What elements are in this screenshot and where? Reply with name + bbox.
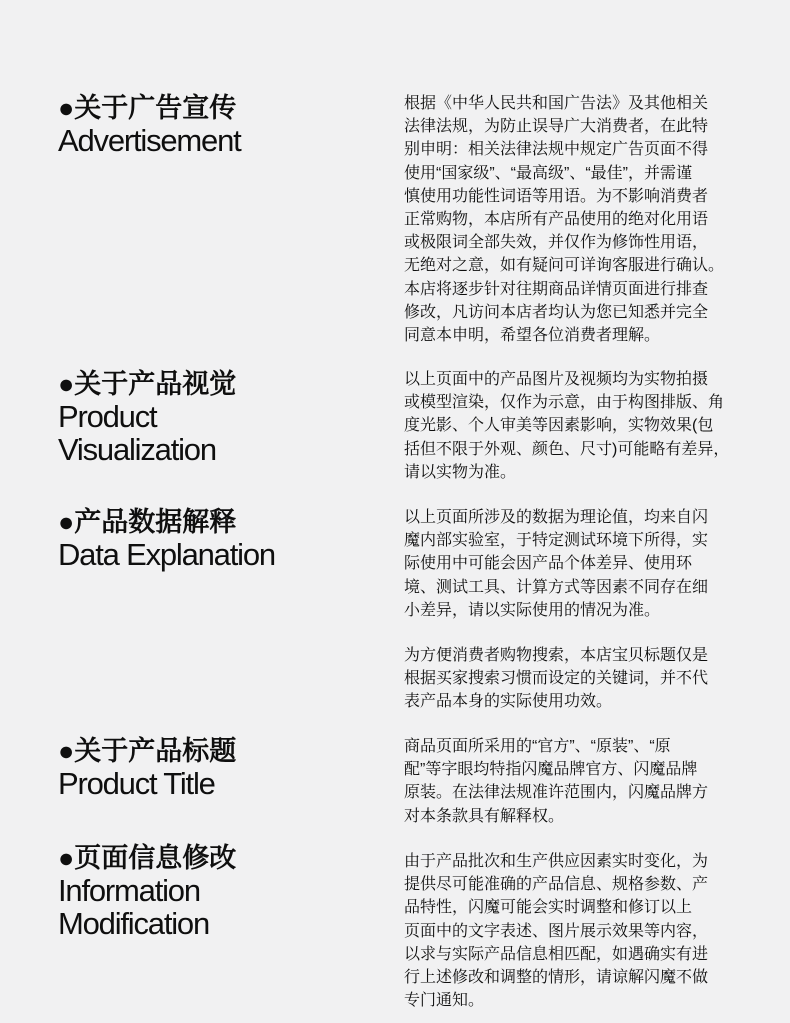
section-heading — [58, 368, 378, 466]
section-title-en-line2: Visualization — [58, 432, 216, 467]
section-body: 以上页面所涉及的数据为理论值，均来自闪 魔内部实验室，于特定测试环境下所得，实 际使用中可能会因产品个体差异、使用环 境、测试工具、计算方式等因素不同存在细 小差异，请以实际使用的情况为准。 — [404, 509, 709, 619]
section-title-en-line1: Product — [58, 399, 157, 434]
section-heading — [58, 735, 378, 800]
section-heading — [58, 506, 378, 571]
section-heading — [58, 842, 378, 940]
section-title-cn: ●页面信息修改 — [58, 843, 237, 873]
section-title-en: Advertisement — [58, 123, 241, 158]
section-heading — [58, 92, 378, 157]
section-title-cn: ●关于广告宣传 — [58, 93, 237, 123]
section-title-en-line1: Information — [58, 873, 200, 908]
section-body: 由于产品批次和生产供应因素实时变化，为 提供尽可能准确的产品信息、规格参数、产 品特性，闪魔可能会实时调整和修订以上 页面中的文字表述、图片展示效果等内容， 以求与实际产品信息相匹配，如遇确实有进 行上述修改和调整的情形，请谅解闪魔不做 专门通知。 — [404, 853, 709, 1010]
section-body: 商品页面所采用的“官方”、“原装”、“原 配”等字眼均特指闪魔品牌官方、闪魔品牌 原装。在法律法规准许范围内，闪魔品牌方 对本条款具有解释权。 — [404, 738, 709, 825]
section-title-en: Product Title — [58, 766, 215, 801]
section-body: 以上页面中的产品图片及视频均为实物拍摄 或模型渲染，仅作为示意，由于构图排版、角 度光影、个人审美等因素影响，实物效果(包 括但不限于外观、颜色、尺寸)可能略有差异， 请以实物为准。 — [404, 371, 730, 481]
section-title-cn: ●关于产品标题 — [58, 736, 237, 766]
section-title-cn: ●关于产品视觉 — [58, 369, 237, 399]
section-body: 根据《中华人民共和国广告法》及其他相关 法律法规，为防止误导广大消费者，在此特 别申明：相关法律法规中规定广告页面不得 使用“国家级”、“最高级”、“最佳”，并需谨 慎使用功能性词语等用语。为不影响消费者 正常购物，本店所有产品使用的绝对化用语 或极限词全部失效，并仅作为修饰性用语， 无绝对之意，如有疑问可详询客服进行确认。 本店将逐步针对往期商品详情页面进行排查 修改，凡访问本店者均认为您已知悉并完全 同意本申明，希望各位消费者理解。 — [404, 95, 725, 345]
section-body-extra: 为方便消费者购物搜索，本店宝贝标题仅是 根据买家搜索习惯而设定的关键词，并不代 表产品本身的实际使用功效。 — [404, 647, 709, 711]
section-title-en-line2: Modification — [58, 906, 210, 941]
section-title-cn: ●产品数据解释 — [58, 507, 237, 537]
section-title-en: Data Explanation — [58, 537, 275, 572]
